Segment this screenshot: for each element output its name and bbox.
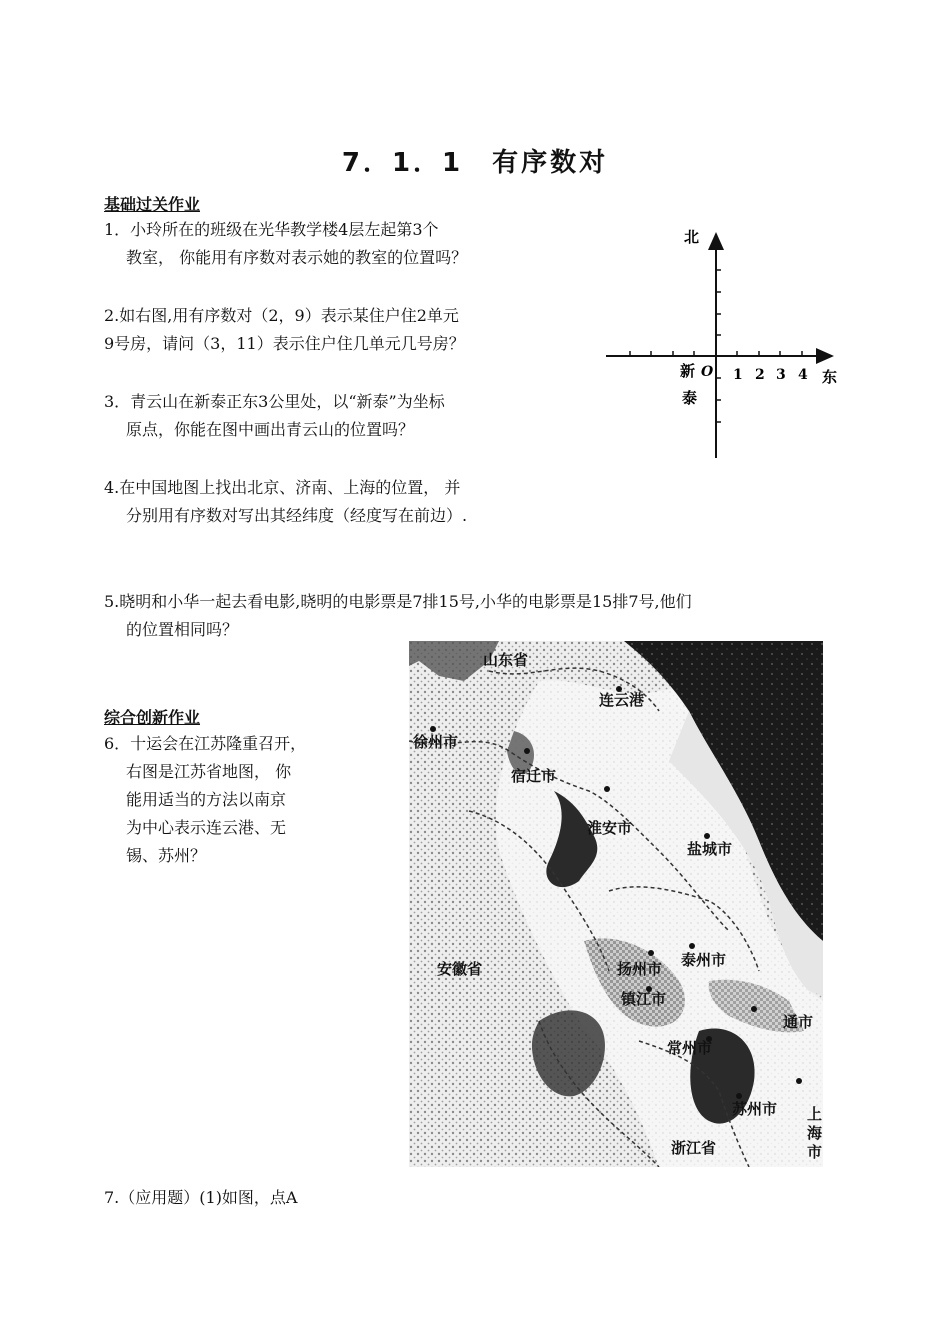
- question-1-line-2: 教室， 你能用有序数对表示她的教室的位置吗？: [126, 248, 468, 267]
- label-yangzhou: 扬州市: [617, 960, 663, 978]
- label-yancheng: 盐城市: [687, 840, 733, 858]
- question-6: [104, 730, 374, 870]
- question-4: [104, 474, 544, 530]
- tick-label-2: 2: [755, 367, 765, 383]
- section-heading-creative: 综合创新作业: [104, 708, 201, 727]
- question-6-line-4: 为中心表示连云港、无: [126, 818, 287, 837]
- page-title: 7．1．1 有序数对: [341, 148, 609, 178]
- question-4-line-2: 分别用有序数对写出其经纬度（经度写在前边）.: [126, 506, 468, 525]
- label-shanghai-3: 市: [807, 1143, 823, 1161]
- label-shandong: 山东省: [483, 651, 529, 669]
- tick-label-3: 3: [776, 367, 786, 383]
- label-taizhou: 泰州市: [681, 951, 727, 969]
- question-7: [104, 1184, 504, 1212]
- coordinate-diagram: [600, 222, 850, 462]
- label-suqian: 宿迁市: [511, 767, 557, 785]
- origin-name-1: 新: [680, 362, 696, 380]
- origin-name-2: 泰: [682, 389, 698, 407]
- jiangsu-map: [409, 641, 823, 1167]
- label-zhejiang: 浙江省: [671, 1139, 717, 1157]
- label-shanghai-2: 海: [807, 1124, 823, 1142]
- question-5: [104, 588, 874, 644]
- question-2: [104, 302, 544, 358]
- label-changzhou: 常州市: [667, 1039, 713, 1057]
- label-zhenjiang: 镇江市: [621, 990, 667, 1008]
- question-5-line-2: 的位置相同吗？: [126, 620, 239, 639]
- question-3-line-1: 3．青云山在新泰正东3公里处，以“新泰”为坐标: [104, 392, 445, 411]
- tick-label-1: 1: [733, 367, 743, 383]
- question-6-line-1: 6．十运会在江苏隆重召开，: [104, 734, 307, 753]
- question-6-line-2: 右图是江苏省地图， 你: [126, 762, 292, 781]
- question-3: [104, 388, 544, 444]
- question-1-line-1: 1．小玲所在的班级在光华教学楼4层左起第3个: [104, 220, 439, 239]
- question-6-line-5: 锡、苏州？: [126, 846, 207, 865]
- label-shanghai-1: 上: [807, 1105, 823, 1123]
- label-lianyungang: 连云港: [599, 691, 645, 709]
- tick-label-4: 4: [798, 367, 808, 383]
- question-1: [104, 216, 544, 272]
- label-anhui: 安徽省: [437, 960, 483, 978]
- question-2-line-1: 2.如右图,用有序数对（2，9）表示某住户住2单元: [104, 306, 459, 325]
- label-huaian: 淮安市: [587, 819, 633, 837]
- question-5-line-1: 5.晓明和小华一起去看电影,晓明的电影票是7排15号,小华的电影票是15排7号,他们: [104, 592, 692, 611]
- label-xuzhou: 徐州市: [413, 733, 459, 751]
- north-label: 北: [684, 228, 700, 246]
- question-7-line-1: 7.（应用题）(1)如图，点A: [104, 1188, 298, 1207]
- section-heading-basic: 基础过关作业: [104, 195, 201, 214]
- origin-label: O: [701, 364, 714, 380]
- east-label: 东: [822, 368, 838, 386]
- question-3-line-2: 原点，你能在图中画出青云山的位置吗？: [126, 420, 415, 439]
- label-nantong: 通市: [783, 1013, 814, 1031]
- label-suzhou: 苏州市: [732, 1100, 778, 1118]
- question-4-line-1: 4.在中国地图上找出北京、济南、上海的位置， 并: [104, 478, 461, 497]
- question-6-line-3: 能用适当的方法以南京: [126, 790, 287, 809]
- question-2-line-2: 9号房，请问（3，11）表示住户住几单元几号房？: [104, 334, 465, 353]
